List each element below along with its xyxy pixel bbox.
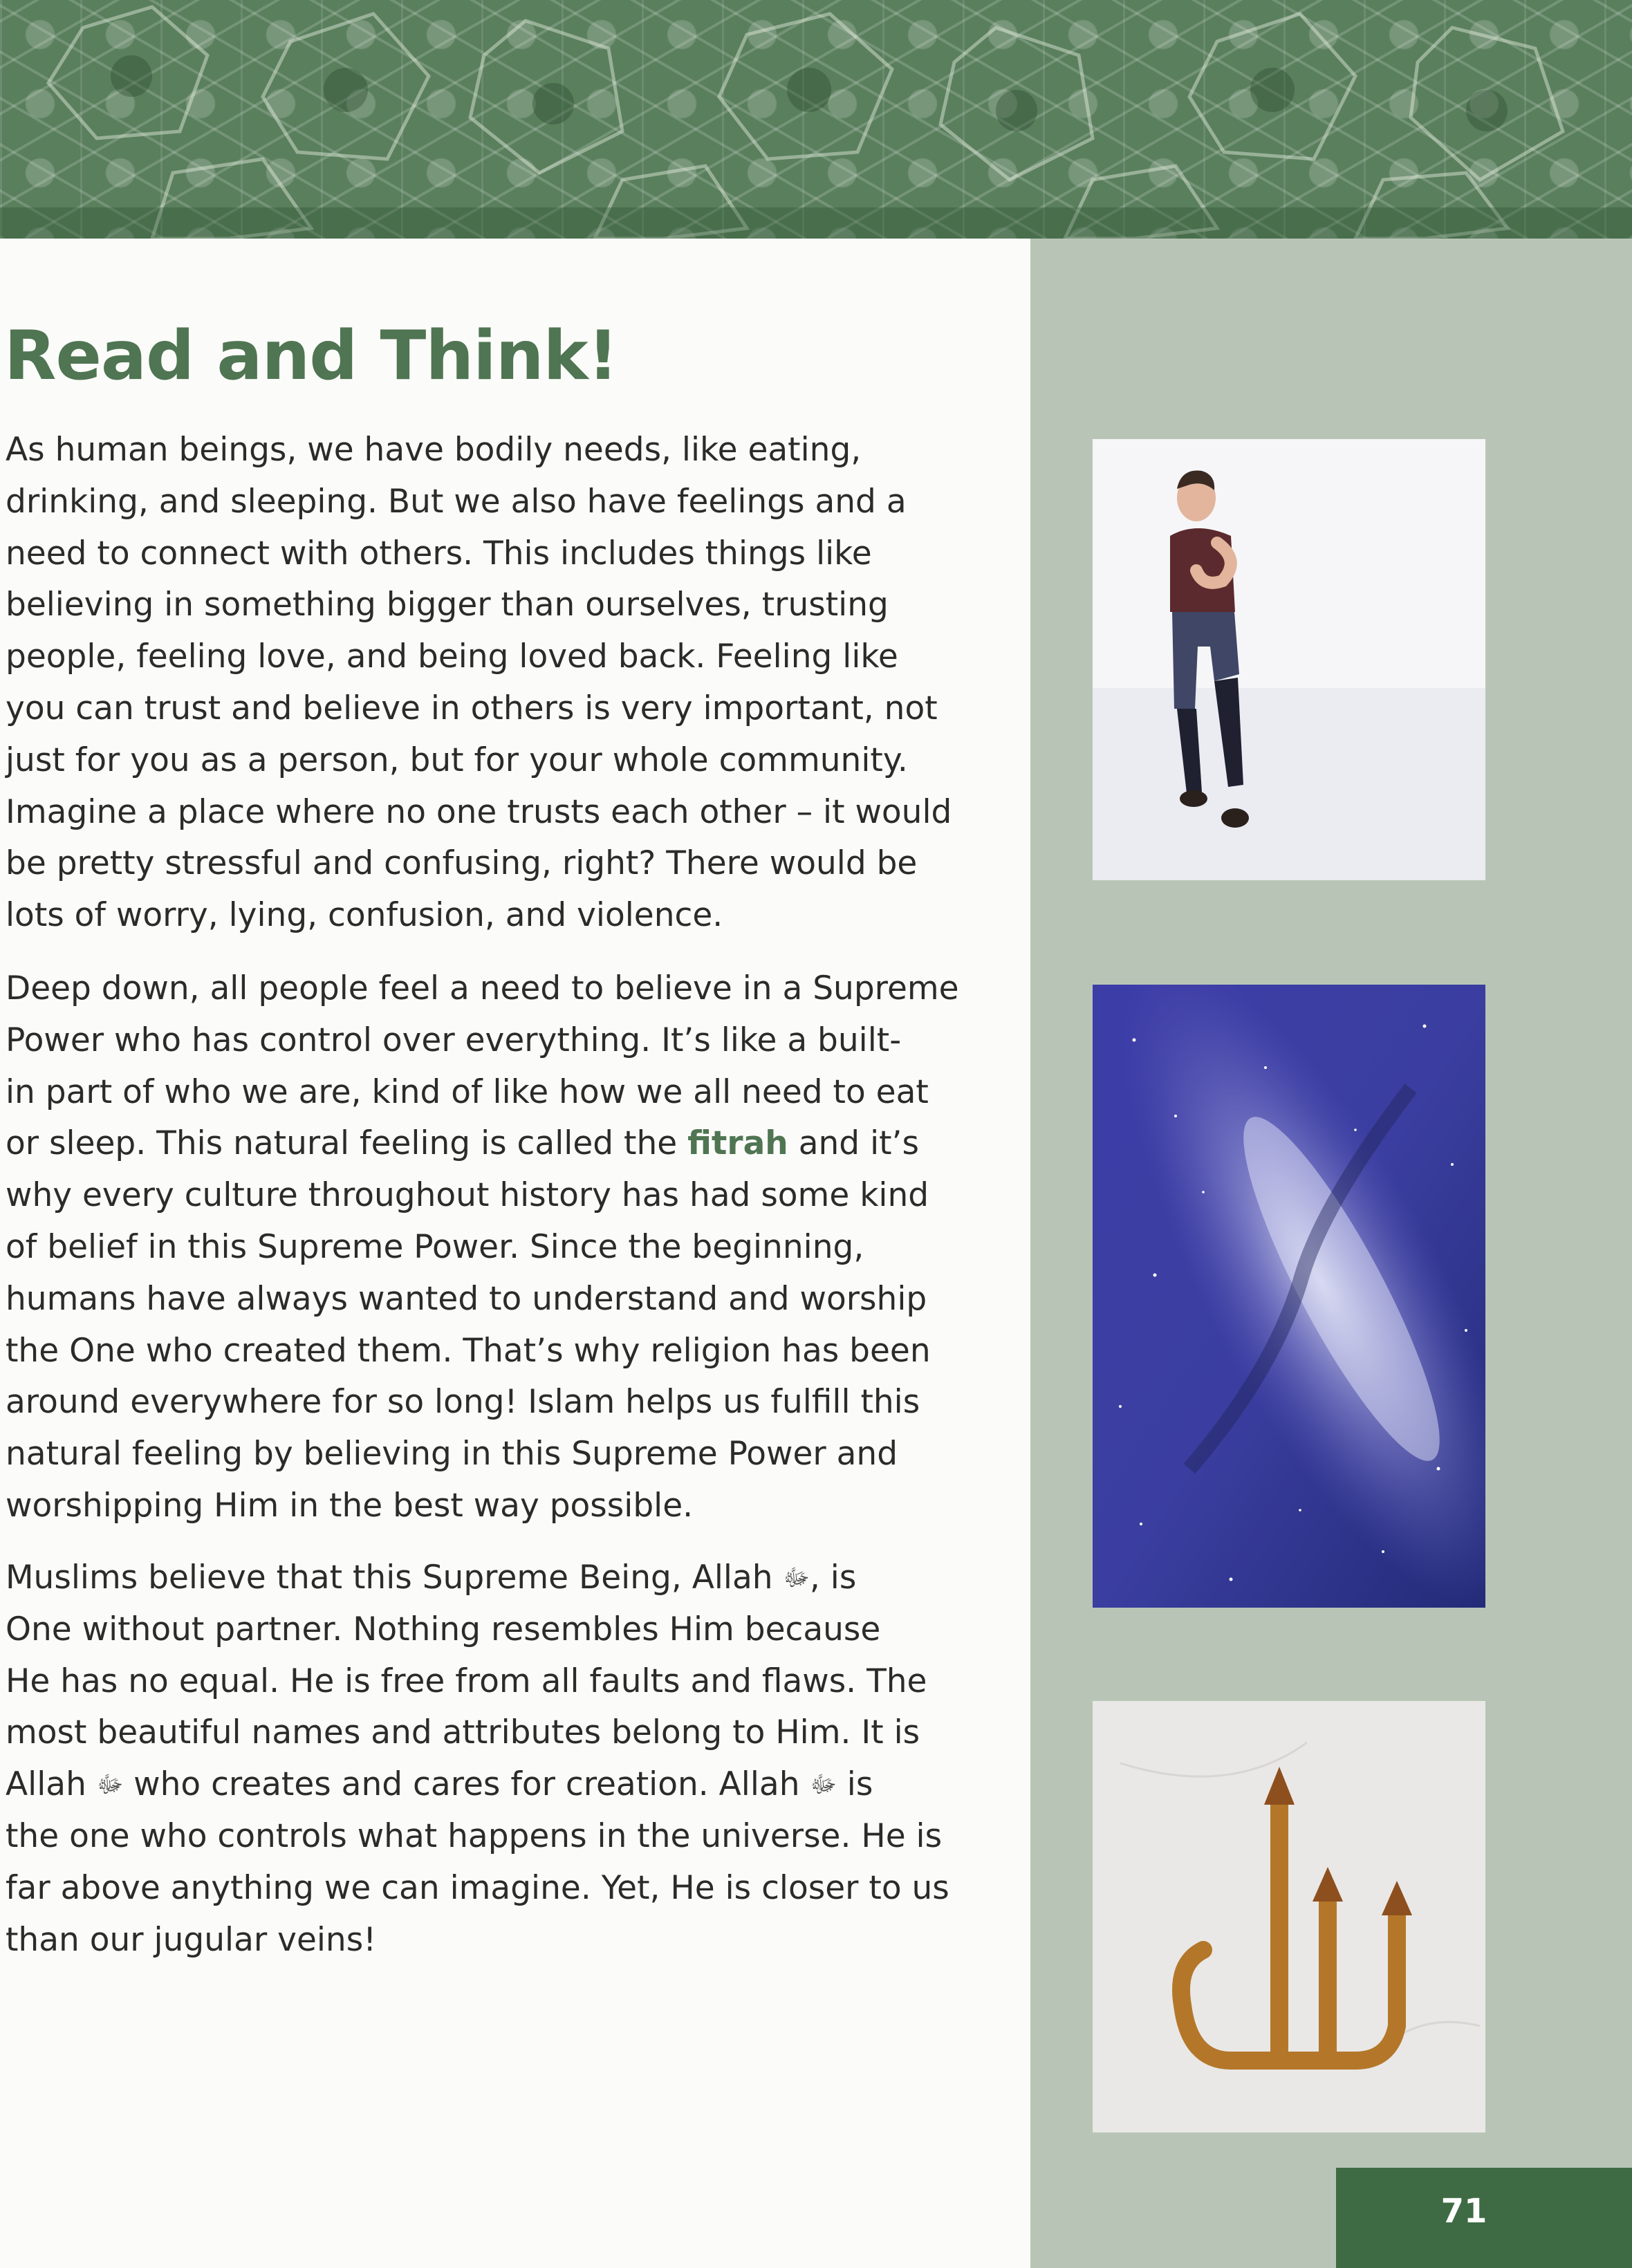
text-line: just for you as a person, but for your whole community. bbox=[6, 741, 908, 779]
fitrah-highlight: fitrah bbox=[687, 1124, 788, 1163]
text-line: or sleep. This natural feeling is called the bbox=[6, 1124, 688, 1163]
text-line: in part of who we are, kind of like how we all need to eat bbox=[6, 1072, 929, 1111]
text-line: He has no equal. He is free from all faults and flaws. The bbox=[6, 1662, 927, 1700]
text-line: As human beings, we have bodily needs, like eating, bbox=[6, 431, 862, 469]
text-line: Muslims believe that this Supreme Being, Allah bbox=[6, 1559, 783, 1597]
geometric-ornament bbox=[0, 0, 1632, 239]
text-line: people, feeling love, and being loved back. Feeling like bbox=[6, 638, 898, 676]
text-line: lots of worry, lying, confusion, and violence. bbox=[6, 896, 723, 935]
milky-way-galaxy-photo bbox=[1093, 985, 1485, 1608]
text-line: humans have always wanted to understand and worship bbox=[6, 1279, 927, 1318]
allah-calligraphy-photo bbox=[1093, 1701, 1485, 2132]
text-line: worshipping Him in the best way possible. bbox=[6, 1486, 694, 1525]
paragraph-fitrah bbox=[6, 963, 994, 1532]
text-line: Power who has control over everything. It’s like a built- bbox=[6, 1021, 902, 1059]
text-line: need to connect with others. This includes things like bbox=[6, 534, 872, 573]
text-line: most beautiful names and attributes belong to Him. It is bbox=[6, 1713, 920, 1752]
text-line: far above anything we can imagine. Yet, He is closer to us bbox=[6, 1868, 949, 1907]
text-line: the one who controls what happens in the universe. He is bbox=[6, 1816, 943, 1855]
text-line: is bbox=[836, 1765, 873, 1804]
text-line: , is bbox=[809, 1559, 857, 1597]
decorative-header-pattern bbox=[0, 0, 1632, 239]
text-line: believing in something bigger than ourselves, trusting bbox=[6, 586, 889, 624]
text-line: and it’s bbox=[788, 1124, 919, 1163]
thinking-person-photo bbox=[1093, 439, 1485, 880]
page-number: 71 bbox=[1440, 2192, 1487, 2231]
text-line: natural feeling by believing in this Supreme Power and bbox=[6, 1435, 898, 1474]
page-title: Read and Think! bbox=[4, 317, 618, 396]
text-line: Deep down, all people feel a need to believe in a Supreme bbox=[6, 969, 959, 1007]
text-line: be pretty stressful and confusing, right? There would be bbox=[6, 844, 918, 883]
text-line: the One who created them. That’s why religion has been bbox=[6, 1331, 931, 1370]
honorific-glyph: ﷻ bbox=[96, 1771, 124, 1799]
text-line: One without partner. Nothing resembles Him because bbox=[6, 1610, 881, 1648]
text-line: who creates and cares for creation. Allah bbox=[123, 1765, 810, 1804]
text-line: of belief in this Supreme Power. Since the beginning, bbox=[6, 1227, 864, 1266]
text-line: you can trust and believe in others is very important, not bbox=[6, 689, 938, 727]
honorific-glyph: ﷻ bbox=[783, 1564, 810, 1592]
paragraph-allah bbox=[6, 1552, 994, 1966]
text-line: drinking, and sleeping. But we also have feelings and a bbox=[6, 482, 907, 521]
text-line: around everywhere for so long! Islam helps us fulfill this bbox=[6, 1383, 920, 1422]
text-line: Imagine a place where no one trusts each other – it would bbox=[6, 792, 952, 831]
text-line: why every culture throughout history has had some kind bbox=[6, 1176, 929, 1215]
text-line: than our jugular veins! bbox=[6, 1920, 377, 1959]
paragraph-bodily-needs bbox=[6, 425, 994, 942]
text-line: Allah bbox=[6, 1765, 97, 1804]
honorific-glyph: ﷻ bbox=[810, 1771, 837, 1799]
